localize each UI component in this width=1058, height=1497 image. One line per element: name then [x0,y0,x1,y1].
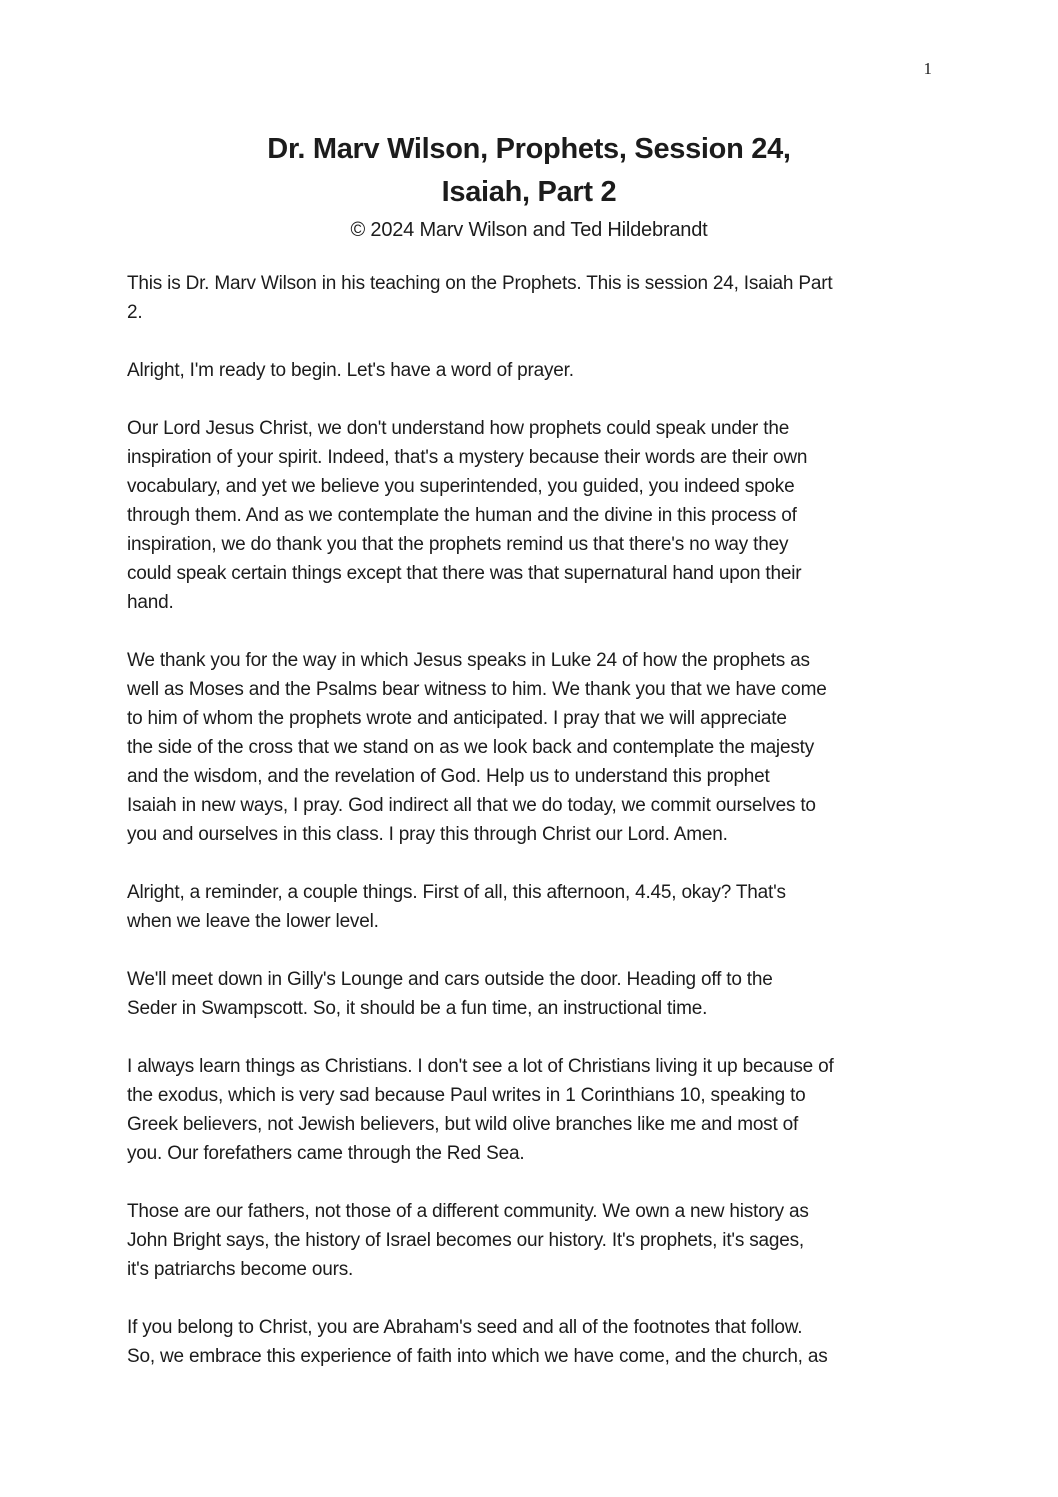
copyright-line: © 2024 Marv Wilson and Ted Hildebrandt [350,219,708,241]
text-line: Seder in Swampscott. So, it should be a fun time, an instructional time. [127,998,708,1019]
paragraph [127,965,939,1023]
paragraph [127,269,939,327]
text-line: the exodus, which is very sad because Paul writes in 1 Corinthians 10, speaking to [127,1085,806,1106]
transcript-body [127,269,939,1371]
page-number: 1 [923,59,932,78]
text-line: through them. And as we contemplate the human and the divine in this process of [127,505,797,526]
text-line: We'll meet down in Gilly's Lounge and cars outside the door. Heading off to the [127,969,773,990]
document-title [0,0,1058,214]
text-line: the side of the cross that we stand on as we look back and contemplate the majesty [127,737,814,758]
text-line: If you belong to Christ, you are Abraham's seed and all of the footnotes that follow. [127,1317,803,1338]
text-line: So, we embrace this experience of faith into which we have come, and the church, as [127,1346,828,1367]
text-line: Alright, I'm ready to begin. Let's have a word of prayer. [127,360,574,381]
text-line: hand. [127,592,174,613]
paragraph [127,1197,939,1284]
text-line: 2. [127,302,143,323]
text-line: it's patriarchs become ours. [127,1259,354,1280]
paragraph [127,878,939,936]
paragraph [127,1313,939,1371]
text-line: and the wisdom, and the revelation of God. Help us to understand this prophet [127,766,770,787]
text-line: This is Dr. Marv Wilson in his teaching on the Prophets. This is session 24, Isaiah Part [127,273,833,294]
text-line: I always learn things as Christians. I don't see a lot of Christians living it up because of [127,1056,834,1077]
text-line: when we leave the lower level. [127,911,379,932]
text-line: Alright, a reminder, a couple things. First of all, this afternoon, 4.45, okay? That's [127,882,786,903]
text-line: well as Moses and the Psalms bear witness to him. We thank you that we have come [127,679,827,700]
title-line-2: Isaiah, Part 2 [441,176,617,208]
text-line: John Bright says, the history of Israel becomes our history. It's prophets, it's sages, [127,1230,804,1251]
text-line: you. Our forefathers came through the Red Sea. [127,1143,525,1164]
paragraph [127,646,939,849]
text-line: could speak certain things except that there was that supernatural hand upon their [127,563,802,584]
text-line: Our Lord Jesus Christ, we don't understand how prophets could speak under the [127,418,790,439]
text-line: you and ourselves in this class. I pray this through Christ our Lord. Amen. [127,824,728,845]
paragraph [127,414,939,617]
text-line: inspiration, we do thank you that the prophets remind us that there's no way they [127,534,789,555]
text-line: Those are our fathers, not those of a different community. We own a new history as [127,1201,809,1222]
text-line: inspiration of your spirit. Indeed, that's a mystery because their words are their own [127,447,808,468]
text-line: We thank you for the way in which Jesus speaks in Luke 24 of how the prophets as [127,650,810,671]
text-line: to him of whom the prophets wrote and anticipated. I pray that we will appreciate [127,708,787,729]
paragraph [127,1052,939,1168]
text-line: vocabulary, and yet we believe you superintended, you guided, you indeed spoke [127,476,795,497]
paragraph [127,356,939,385]
text-line: Isaiah in new ways, I pray. God indirect all that we do today, we commit ourselves to [127,795,816,816]
text-line: Greek believers, not Jewish believers, but wild olive branches like me and most of [127,1114,799,1135]
title-line-1: Dr. Marv Wilson, Prophets, Session 24, [267,133,791,165]
